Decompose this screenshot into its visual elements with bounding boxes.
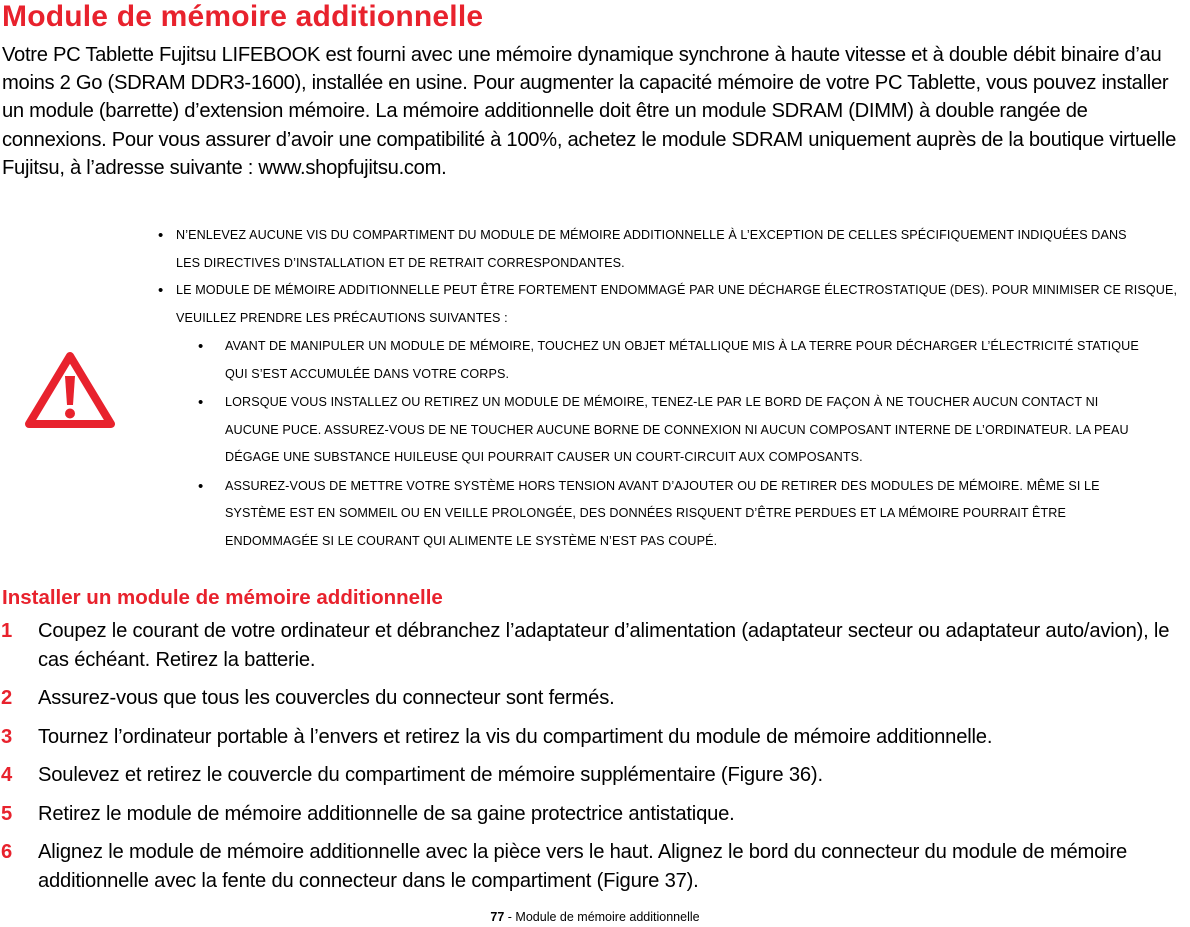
warning-sub-item-text: LORSQUE VOUS INSTALLEZ OU RETIREZ UN MODULE DE MÉMOIRE, TENEZ-LE PAR LE BORD DE FAÇON À NE TOUCHER AUCUN CONTACT NI AUCUNE PUCE. ASSUREZ-VOUS DE NE TOUCHER AUCUNE BORNE DE CONNEXION NI AUCUN COMPOSANT INTERNE DE L’ORDINATEUR. LA PEAU DÉGAGE UNE SUBSTANCE HUILEUSE QUI POURRAIT CAUSER UN COURT-CIRCUIT AUX COMPOSANTS. [225, 395, 1129, 464]
step-text: Tournez l’ordinateur portable à l’envers et retirez la vis du compartiment du module de mémoire additionnelle. [38, 725, 993, 748]
step-number: 3 [1, 725, 13, 748]
page-footer [0, 908, 1190, 926]
warning-block [158, 222, 1190, 555]
step-item [0, 800, 1190, 829]
warning-sub-item-text: ASSUREZ-VOUS DE METTRE VOTRE SYSTÈME HORS TENSION AVANT D’AJOUTER OU DE RETIRER DES MODULES DE MÉMOIRE. MÊME SI LE SYSTÈME EST EN SOMMEIL OU EN VEILLE PROLONGÉE, DES DONNÉES RISQUENT D’ÊTRE PERDUES ET LA MÉMOIRE POURRAIT ÊTRE ENDOMMAGÉE SI LE COURANT QUI ALIMENTE LE SYSTÈME N’EST PAS COUPÉ. [225, 478, 1100, 548]
step-item [0, 723, 1190, 752]
warning-item [158, 277, 1190, 332]
step-item [0, 617, 1190, 674]
step-number: 6 [1, 841, 13, 863]
page-number: 77 [490, 910, 505, 924]
step-number: 1 [1, 620, 13, 642]
intro-paragraph: Votre PC Tablette Fujitsu LIFEBOOK est fourni avec une mémoire dynamique synchrone à haute vitesse et à double débit binaire d’au moins 2 Go (SDRAM DDR3-1600), installée en usine. Pour augmenter la capacité mémoire de votre PC Tablette, vous pouvez installer un module (barrette) d’extension mémoire. La mémoire additionnelle doit être un module SDRAM (DIMM) à double rangée de connexions. Pour vous assurer d’avoir une compatibilité à 100%, achetez le module SDRAM uniquement auprès de la boutique virtuelle Fujitsu, à l’adresse suivante : www.shopfujitsu.com. [2, 44, 1177, 179]
bullet: • [158, 227, 164, 244]
warning-sub-item-text: AVANT DE MANIPULER UN MODULE DE MÉMOIRE, TOUCHEZ UN OBJET MÉTALLIQUE MIS À LA TERRE POUR DÉCHARGER L’ÉLECTRICITÉ STATIQUE QUI S’EST ACCUMULÉE DANS VOTRE CORPS. [225, 339, 1139, 381]
step-number: 2 [1, 687, 13, 709]
bullet: • [198, 394, 204, 411]
step-item [0, 761, 1190, 790]
section-title: Installer un module de mémoire additionnelle [2, 586, 443, 609]
step-text: Assurez-vous que tous les couvercles du connecteur sont fermés. [38, 687, 615, 709]
warning-item [158, 222, 1190, 277]
step-text: Retirez le module de mémoire additionnelle de sa gaine protectrice antistatique. [38, 802, 735, 825]
step-item [0, 684, 1190, 713]
warning-item-text: LE MODULE DE MÉMOIRE ADDITIONNELLE PEUT ÊTRE FORTEMENT ENDOMMAGÉ PAR UNE DÉCHARGE ÉLECTROSTATIQUE (DES). POUR MINIMISER CE RISQUE, VEUILLEZ PRENDRE LES PRÉCAUTIONS SUIVANTES : [176, 283, 1178, 325]
page-title: Module de mémoire additionnelle [2, 0, 484, 33]
warning-sub-item [158, 473, 1190, 556]
warning-item-text: N’ENLEVEZ AUCUNE VIS DU COMPARTIMENT DU MODULE DE MÉMOIRE ADDITIONNELLE À L’EXCEPTION DE CELLES SPÉCIFIQUEMENT INDIQUÉES DANS LES DIRECTIVES D’INSTALLATION ET DE RETRAIT CORRESPONDANTES. [176, 228, 1127, 270]
step-text: Coupez le courant de votre ordinateur et débranchez l’adaptateur d’alimentation (adaptateur secteur ou adaptateur auto/avion), le cas échéant. Retirez la batterie. [38, 620, 1170, 671]
warning-sub-item [158, 389, 1190, 472]
bullet: • [198, 338, 204, 355]
step-text: Alignez le module de mémoire additionnelle avec la pièce vers le haut. Alignez le bord du connecteur du module de mémoire additionnelle avec la fente du connecteur dans le compartiment (Figure 37). [38, 841, 1128, 892]
warning-sub-item [158, 333, 1190, 388]
footer-text: - Module de mémoire additionnelle [504, 910, 700, 924]
step-number: 5 [1, 802, 13, 825]
step-number: 4 [1, 764, 13, 786]
step-item [0, 838, 1190, 895]
steps-list [0, 617, 1190, 905]
step-text: Soulevez et retirez le couvercle du compartiment de mémoire supplémentaire (Figure 36). [38, 764, 823, 786]
warning-triangle-icon [24, 350, 116, 430]
bullet: • [158, 282, 164, 299]
bullet: • [198, 477, 204, 495]
